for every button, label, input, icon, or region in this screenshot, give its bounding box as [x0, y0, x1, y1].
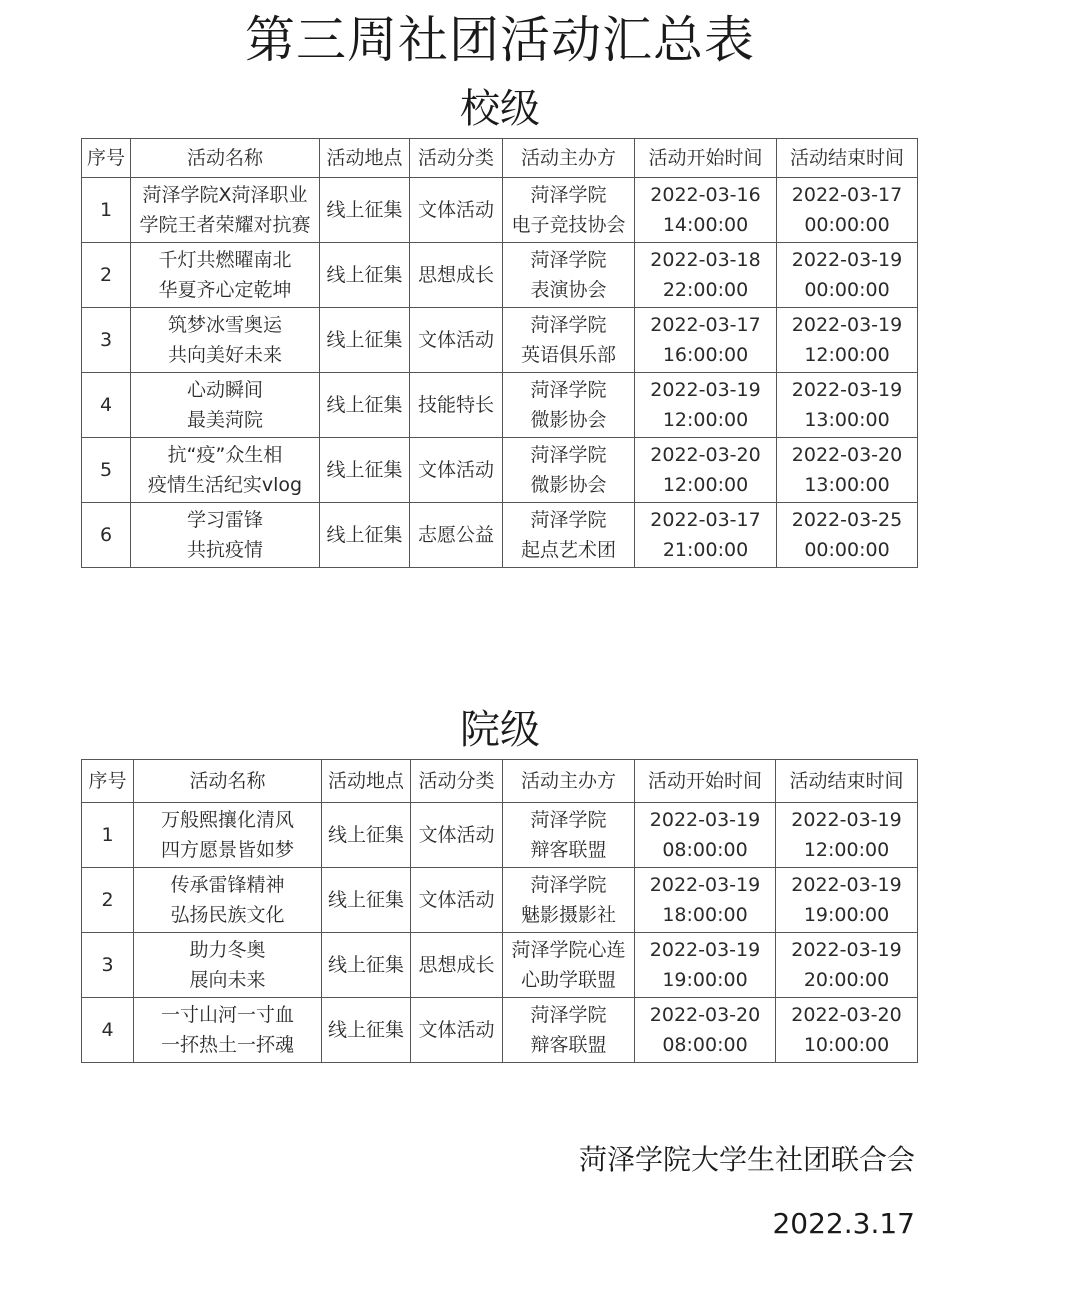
start-time: 2022-03-19 19:00:00 [635, 933, 776, 998]
activity-name: 心动瞬间 最美菏院 [131, 373, 320, 438]
start-time: 2022-03-19 12:00:00 [635, 373, 777, 438]
location: 线上征集 [322, 998, 411, 1063]
category: 思想成长 [410, 243, 503, 308]
start-time: 2022-03-17 16:00:00 [635, 308, 777, 373]
end-time: 2022-03-19 13:00:00 [777, 373, 918, 438]
organizer: 菏泽学院心连 心助学联盟 [503, 933, 635, 998]
category: 文体活动 [411, 803, 503, 868]
row-no: 5 [82, 438, 131, 503]
category: 文体活动 [411, 868, 503, 933]
column-header-category: 活动分类 [410, 139, 503, 178]
column-header-name: 活动名称 [131, 139, 320, 178]
start-time: 2022-03-19 18:00:00 [635, 868, 776, 933]
location: 线上征集 [322, 868, 411, 933]
end-time: 2022-03-19 00:00:00 [777, 243, 918, 308]
location: 线上征集 [320, 438, 410, 503]
activity-name: 助力冬奥 展向未来 [134, 933, 322, 998]
start-time: 2022-03-20 08:00:00 [635, 998, 776, 1063]
column-header-category: 活动分类 [411, 760, 503, 803]
column-header-name: 活动名称 [134, 760, 322, 803]
row-no: 4 [82, 373, 131, 438]
start-time: 2022-03-17 21:00:00 [635, 503, 777, 568]
column-header-location: 活动地点 [322, 760, 411, 803]
table-row [82, 373, 918, 438]
table-row [82, 868, 918, 933]
category: 文体活动 [410, 178, 503, 243]
row-no: 1 [82, 178, 131, 243]
category: 技能特长 [410, 373, 503, 438]
section-heading-college-level: 院级 [460, 707, 540, 753]
category: 思想成长 [411, 933, 503, 998]
row-no: 3 [82, 933, 134, 998]
end-time: 2022-03-19 20:00:00 [776, 933, 918, 998]
column-header-no: 序号 [82, 139, 131, 178]
organizer: 菏泽学院 电子竞技协会 [503, 178, 635, 243]
location: 线上征集 [322, 933, 411, 998]
row-no: 3 [82, 308, 131, 373]
table-row [82, 803, 918, 868]
table-row [82, 178, 918, 243]
table-row [82, 308, 918, 373]
location: 线上征集 [320, 503, 410, 568]
table-header-row [82, 139, 918, 178]
table-header-row [82, 760, 918, 803]
section-heading-school-level: 校级 [460, 86, 540, 132]
table-row [82, 933, 918, 998]
category: 文体活动 [410, 308, 503, 373]
start-time: 2022-03-16 14:00:00 [635, 178, 777, 243]
start-time: 2022-03-18 22:00:00 [635, 243, 777, 308]
start-time: 2022-03-19 08:00:00 [635, 803, 776, 868]
location: 线上征集 [320, 178, 410, 243]
row-no: 6 [82, 503, 131, 568]
category: 志愿公益 [410, 503, 503, 568]
footer-date: 2022.3.17 [772, 1207, 915, 1240]
table-row [82, 503, 918, 568]
organizer: 菏泽学院 辩客联盟 [503, 998, 635, 1063]
end-time: 2022-03-20 10:00:00 [776, 998, 918, 1063]
organizer: 菏泽学院 辩客联盟 [503, 803, 635, 868]
column-header-organizer: 活动主办方 [503, 139, 635, 178]
footer-organization: 菏泽学院大学生社团联合会 [578, 1143, 915, 1176]
end-time: 2022-03-19 19:00:00 [776, 868, 918, 933]
row-no: 4 [82, 998, 134, 1063]
column-header-start: 活动开始时间 [635, 139, 777, 178]
category: 文体活动 [411, 998, 503, 1063]
row-no: 1 [82, 803, 134, 868]
school-level-table [81, 138, 918, 568]
activity-name: 万般熙攘化清风 四方愿景皆如梦 [134, 803, 322, 868]
end-time: 2022-03-20 13:00:00 [777, 438, 918, 503]
location: 线上征集 [320, 373, 410, 438]
organizer: 菏泽学院 微影协会 [503, 373, 635, 438]
table-row [82, 243, 918, 308]
activity-name: 学习雷锋 共抗疫情 [131, 503, 320, 568]
organizer: 菏泽学院 起点艺术团 [503, 503, 635, 568]
page-title: 第三周社团活动汇总表 [245, 11, 755, 69]
column-header-organizer: 活动主办方 [503, 760, 635, 803]
column-header-start: 活动开始时间 [635, 760, 776, 803]
activity-name: 千灯共燃曜南北 华夏齐心定乾坤 [131, 243, 320, 308]
location: 线上征集 [320, 243, 410, 308]
category: 文体活动 [410, 438, 503, 503]
table-row [82, 438, 918, 503]
end-time: 2022-03-25 00:00:00 [777, 503, 918, 568]
table-row [82, 998, 918, 1063]
end-time: 2022-03-19 12:00:00 [777, 308, 918, 373]
organizer: 菏泽学院 英语俱乐部 [503, 308, 635, 373]
organizer: 菏泽学院 表演协会 [503, 243, 635, 308]
activity-name: 菏泽学院X菏泽职业 学院王者荣耀对抗赛 [131, 178, 320, 243]
activity-name: 抗“疫”众生相 疫情生活纪实vlog [131, 438, 320, 503]
row-no: 2 [82, 243, 131, 308]
activity-name: 传承雷锋精神 弘扬民族文化 [134, 868, 322, 933]
organizer: 菏泽学院 魅影摄影社 [503, 868, 635, 933]
organizer: 菏泽学院 微影协会 [503, 438, 635, 503]
college-level-table [81, 759, 918, 1063]
column-header-no: 序号 [82, 760, 134, 803]
location: 线上征集 [320, 308, 410, 373]
column-header-end: 活动结束时间 [776, 760, 918, 803]
location: 线上征集 [322, 803, 411, 868]
row-no: 2 [82, 868, 134, 933]
column-header-end: 活动结束时间 [777, 139, 918, 178]
end-time: 2022-03-17 00:00:00 [777, 178, 918, 243]
end-time: 2022-03-19 12:00:00 [776, 803, 918, 868]
activity-name: 筑梦冰雪奥运 共向美好未来 [131, 308, 320, 373]
column-header-location: 活动地点 [320, 139, 410, 178]
start-time: 2022-03-20 12:00:00 [635, 438, 777, 503]
activity-name: 一寸山河一寸血 一抔热土一抔魂 [134, 998, 322, 1063]
